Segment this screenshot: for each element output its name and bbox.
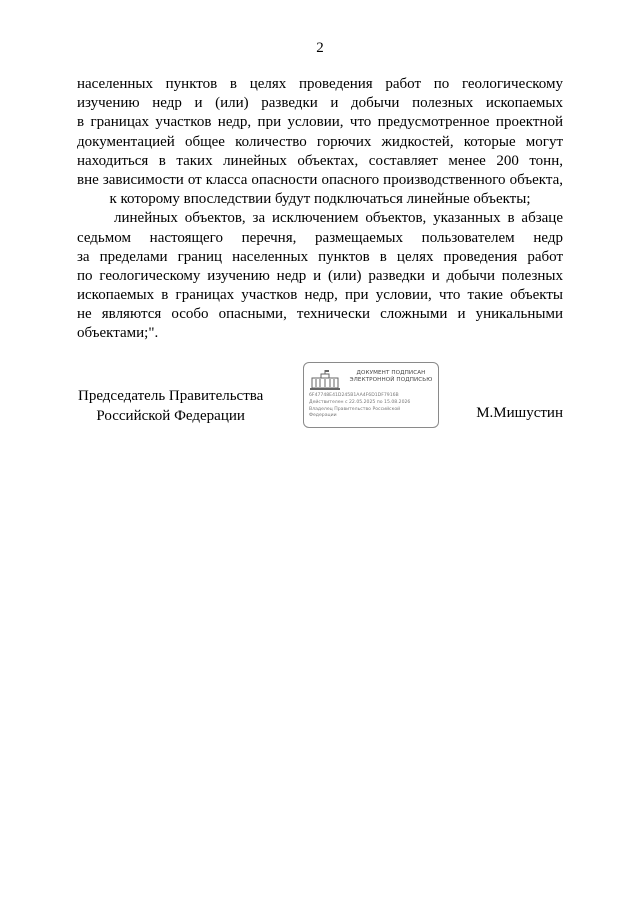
signatory-position [78,386,263,426]
text-line: по геологическому изучению недр и (или) разведки и добычи полезных [77,267,563,284]
text-line: за пределами границ населенных пунктов в целях проведения работ [77,248,563,265]
text-line: находиться в таких линейных объектах, составляет менее 200 тонн, [77,152,563,169]
stamp-certificate: 6F47748E41D245B1AA4F6D1DF7916B [309,393,399,398]
stamp-validity: Действителен с 22.05.2025 по 15.08.2026 [309,400,411,405]
text-line: седьмом настоящего перечня, размещаемых пользователем недр [77,229,563,246]
stamp-owner: Федерации [309,413,337,418]
document-body [77,75,563,344]
e-signature-stamp [303,362,439,428]
stamp-title-line: ЭЛЕКТРОННОЙ ПОДПИСЬЮ [349,377,433,383]
text-line: документацией общее количество горючих жидкостей, которые могут [77,133,563,150]
text-line: в границах участков недр, при условии, что предусмотренное проектной [77,114,563,131]
paragraph-1 [77,75,563,209]
text-line: населенных пунктов в целях проведения работ по геологическому [77,76,563,92]
text-line: линейных объектов, за исключением объектов, указанных в абзаце [114,210,563,227]
page-number: 2 [316,40,324,56]
signatory-position-line: Российской Федерации [96,408,245,424]
paragraph-2 [77,209,563,343]
stamp-title [344,370,438,384]
text-line: вне зависимости от класса опасности опасного производственного объекта, [77,171,563,188]
text-line: ископаемых в границах участков недр, при условии, что такие объекты [77,287,563,304]
government-building-icon [309,369,341,391]
stamp-title-line: ДОКУМЕНТ ПОДПИСАН [356,370,426,376]
text-line: изучению недр и (или) разведки и добычи полезных ископаемых [77,95,563,112]
signatory-name: М.Мишустин [476,405,563,421]
text-line: к которому впоследствии будут подключаться линейные объекты; [109,191,531,208]
signatory-position-line: Председатель Правительства [78,388,264,404]
text-line: не являются особо опасными, технически сложными и уникальными [77,306,563,323]
stamp-owner: Владелец Правительство Российской [309,407,401,412]
text-line: объектами;". [77,325,159,342]
